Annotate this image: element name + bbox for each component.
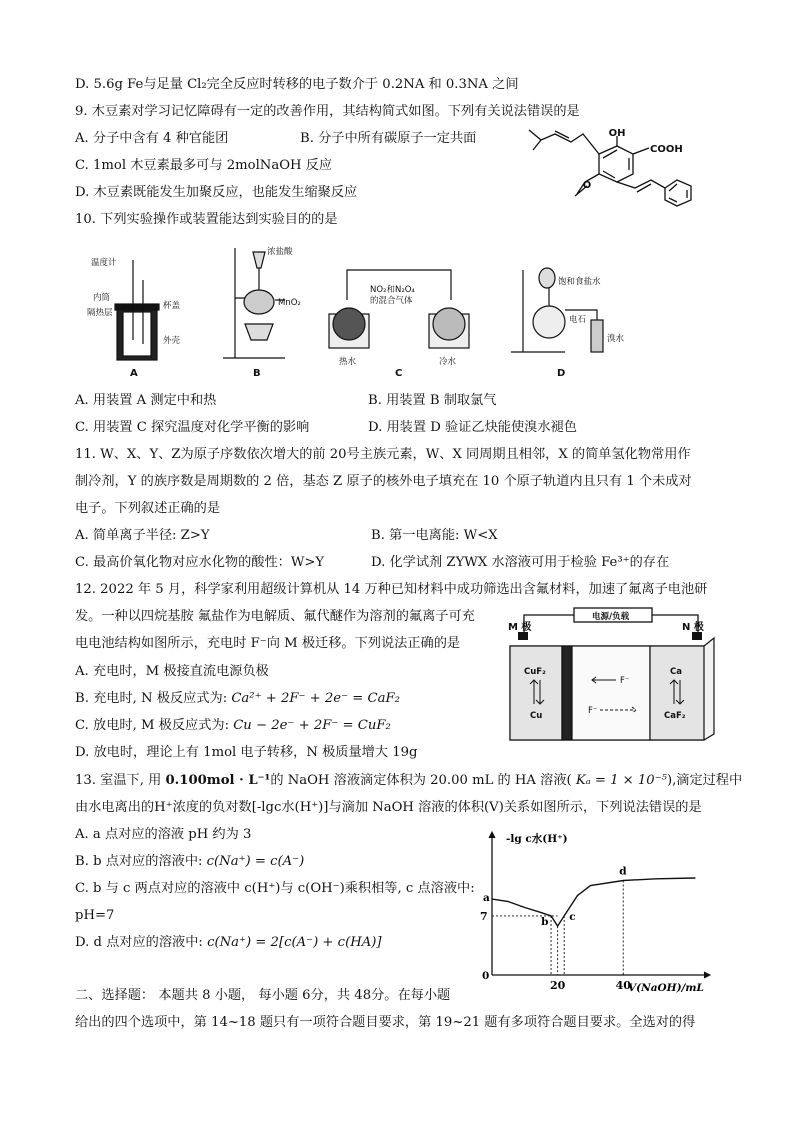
q13-line1-mid: 的 NaOH 溶液滴定体积为 20.00 mL 的 HA 溶液( bbox=[270, 773, 576, 788]
q12-option-b-equation: Ca²⁺ + 2F⁻ + 2e⁻ = CaF₂ bbox=[231, 691, 400, 706]
apparatus-c bbox=[329, 270, 469, 348]
q12-option-b bbox=[75, 690, 400, 708]
q11-line2: 制冷剂，Y 的族序数是周期数的 2 倍，基态 Z 原子的核外电子填充在 10 个原子轨道内且只有 1 个未成对 bbox=[75, 474, 692, 489]
y-tick-label: 7 bbox=[480, 909, 488, 923]
q9-oh-label: OH bbox=[608, 128, 626, 139]
q13-option-c-line1: C. b 与 c 两点对应的溶液中 c(H⁺)与 c(OH⁻)乘积相等, c 点溶液中: bbox=[75, 881, 475, 896]
y-axis-arrow bbox=[489, 832, 495, 838]
apparatus-a bbox=[115, 260, 159, 360]
x-tick-label: 40 bbox=[615, 979, 631, 992]
q11-line1: 11. W、X、Y、Z为原子序数依次增大的前 20号主族元素，W、X 同周期且相邻，X 的简单氢化物常用作 bbox=[75, 447, 691, 462]
q13-line1 bbox=[75, 772, 742, 790]
c-hot-label: 热水 bbox=[339, 357, 357, 367]
q13-titration-chart bbox=[470, 825, 720, 1000]
q13-option-a: A. a 点对应的溶液 pH 约为 3 bbox=[75, 827, 252, 842]
point-label-a: a bbox=[483, 892, 490, 905]
d-brine-label: 饱和食盐水 bbox=[558, 277, 601, 287]
a-caption: A bbox=[130, 368, 138, 379]
a-inner-label: 内筒 bbox=[93, 293, 111, 303]
d-carbide-label: 电石 bbox=[569, 315, 587, 325]
section2-line2: 给出的四个选项中，第 14~18 题只有一项符合题目要求，第 19~21 题有多项符合题目要求。全选对的得 bbox=[75, 1015, 696, 1030]
point-label-d: d bbox=[619, 865, 627, 878]
q11-line3: 电子。下列叙述正确的是 bbox=[75, 501, 221, 516]
q12-option-c bbox=[75, 717, 391, 735]
x-axis-label: V(NaOH)/mL bbox=[628, 982, 704, 994]
c-cold-label: 冷水 bbox=[439, 357, 457, 367]
d-bromine-label: 溴水 bbox=[607, 334, 625, 344]
q11-option-c: C. 最高价氧化物对应水化物的酸性：W>Y bbox=[75, 555, 325, 570]
q13-option-d-equation: c(Na⁺) = 2[c(A⁻) + c(HA)] bbox=[207, 935, 382, 950]
titration-curve bbox=[492, 878, 695, 926]
q12-option-c-equation: Cu − 2e⁻ + 2F⁻ = CuF₂ bbox=[233, 718, 391, 733]
n-terminal bbox=[692, 632, 702, 640]
section2-line1: 二、选择题： 本题共 8 小题， 每小题 6分，共 48分。在每小题 bbox=[75, 988, 451, 1003]
q11-option-b: B. 第一电离能: W<X bbox=[371, 528, 498, 543]
q13-option-d bbox=[75, 934, 382, 952]
q13-concentration: 0.100mol · L⁻¹ bbox=[165, 773, 271, 788]
b-acid-label: 浓盐酸 bbox=[267, 247, 293, 257]
apparatus-b bbox=[223, 248, 285, 358]
m-top-species: CuF₂ bbox=[524, 667, 546, 677]
q13-line1-pre: 13. 室温下, 用 bbox=[75, 773, 166, 788]
q10-option-d: D. 用装置 D 验证乙炔能使溴水褪色 bbox=[368, 420, 577, 435]
n-top-species: Ca bbox=[670, 667, 682, 677]
m-terminal bbox=[518, 632, 528, 640]
q11-option-a: A. 简单离子半径: Z>Y bbox=[75, 528, 210, 543]
q12-line1: 12. 2022 年 5 月，科学家利用超级计算机从 14 万种已知材料中成功筛选出含氟材料，加速了氟离子电池研 bbox=[75, 582, 708, 597]
q12-line3: 电电池结构如图所示，充电时 F⁻向 M 极迁移。下列说法正确的是 bbox=[75, 636, 461, 651]
f-ion-label-1: F⁻ bbox=[620, 676, 630, 686]
q12-option-d: D. 放电时，理论上有 1mol 电子转移，N 极质量增大 19g bbox=[75, 745, 418, 760]
x-axis-arrow bbox=[704, 972, 710, 978]
b-mno2-label: MnO₂ bbox=[278, 298, 301, 308]
q13-option-b bbox=[75, 853, 304, 871]
q11-option-d: D. 化学试剂 ZYWX 水溶液可用于检验 Fe³⁺的存在 bbox=[371, 555, 670, 570]
q9-o-label: O bbox=[582, 180, 592, 191]
c-gas-label-2: 的混合气体 bbox=[370, 296, 413, 306]
b-caption: B bbox=[253, 368, 261, 379]
q12-line2: 发。一种以四烷基胺 氟盐作为电解质、氟代醚作为溶剂的氟离子可充 bbox=[75, 609, 475, 624]
q12-option-c-text: C. 放电时, M 极反应式为: bbox=[75, 718, 234, 733]
q9-option-a: A. 分子中含有 4 种官能团 bbox=[75, 131, 229, 146]
q12-option-a: A. 充电时，M 极接直流电源负极 bbox=[75, 664, 269, 679]
q9-stem: 9. 木豆素对学习记忆障碍有一定的改善作用，其结构简式如图。下列有关说法错误的是 bbox=[75, 104, 580, 119]
q10-option-c: C. 用装置 C 探究温度对化学平衡的影响 bbox=[75, 420, 310, 435]
point-label-c: c bbox=[569, 910, 576, 923]
q9-structure-figure bbox=[525, 130, 705, 220]
q13-option-b-equation: c(Na⁺) = c(A⁻) bbox=[206, 854, 305, 869]
a-thermometer-label: 温度计 bbox=[91, 258, 117, 268]
q13-ka: Kₐ = 1 × 10⁻⁵ bbox=[575, 773, 667, 788]
a-insulation-label: 隔热层 bbox=[87, 308, 113, 318]
q13-option-d-text: D. d 点对应的溶液中: bbox=[75, 935, 208, 950]
q8-option-d: D. 5.6g Fe与足量 Cl₂完全反应时转移的电子数介于 0.2NA 和 0.3NA 之间 bbox=[75, 77, 519, 92]
q12-option-b-text: B. 充电时, N 极反应式为: bbox=[75, 691, 232, 706]
d-caption: D bbox=[557, 368, 566, 379]
q9-option-b: B. 分子中所有碳原子一定共面 bbox=[300, 131, 477, 146]
q13-option-b-text: B. b 点对应的溶液中: bbox=[75, 854, 207, 869]
q9-option-d: D. 木豆素既能发生加聚反应，也能发生缩聚反应 bbox=[75, 185, 358, 200]
q9-option-c: C. 1mol 木豆素最多可与 2molNaOH 反应 bbox=[75, 158, 333, 173]
q12-battery-figure bbox=[508, 606, 718, 741]
x-tick-label: 20 bbox=[549, 979, 566, 992]
source-label: 电源/负载 bbox=[592, 612, 630, 622]
n-electrode-label: N 极 bbox=[682, 622, 704, 633]
m-bottom-species: Cu bbox=[530, 711, 543, 721]
origin-label: 0 bbox=[482, 970, 490, 982]
q9-cooh-label: COOH bbox=[650, 144, 683, 155]
f-ion-label-2: F⁻ bbox=[588, 706, 598, 716]
q10-option-b: B. 用装置 B 制取氯气 bbox=[368, 393, 497, 408]
n-bottom-species: CaF₂ bbox=[664, 711, 686, 721]
q10-stem: 10. 下列实验操作或装置能达到实验目的的是 bbox=[75, 212, 338, 227]
q10-option-a: A. 用装置 A 测定中和热 bbox=[75, 393, 217, 408]
m-electrode-label: M 极 bbox=[508, 622, 532, 633]
y-axis-label: -lg c水(H⁺) bbox=[506, 833, 568, 845]
a-shell-label: 外壳 bbox=[163, 336, 181, 346]
q10-apparatus-figures bbox=[85, 240, 645, 380]
c-caption: C bbox=[395, 368, 403, 379]
q13-line2: 由水电离出的H⁺浓度的负对数[-lgc水(H⁺)]与滴加 NaOH 溶液的体积(V)关系如图所示，下列说法错误的是 bbox=[75, 800, 702, 815]
point-label-b: b bbox=[541, 915, 549, 928]
c-gas-label-1: NO₂和N₂O₄ bbox=[370, 285, 415, 295]
q13-option-c-line2: pH=7 bbox=[75, 908, 115, 923]
q13-line1-post: ),滴定过程中 bbox=[666, 773, 743, 788]
a-lid-label: 杯盖 bbox=[163, 301, 181, 311]
